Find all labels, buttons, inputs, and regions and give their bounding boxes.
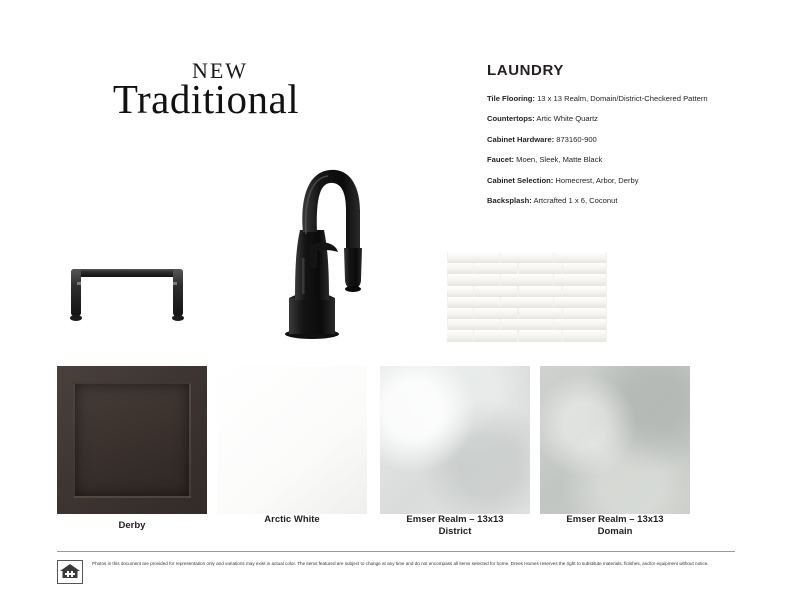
faucet-icon [262,148,380,344]
emser-realm-district-swatch [380,366,530,514]
logo-line-new: NEW [191,58,249,83]
arctic-white-quartz-swatch [217,366,367,514]
derby-cabinet-panel-detail [73,382,191,498]
spec-value-backsplash: Artcrafted 1 x 6, Coconut [533,195,618,205]
logo-line-traditional: Traditional [112,76,300,122]
spec-label-backsplash: Backsplash: [487,195,532,205]
footer-divider [57,551,735,552]
footer-disclaimer: Photos in this document are provided for representation only and variations may exist in actual color. The items featured are subject to change at any time and do not encompass all items selected for home. Drees Homes reserves the right to substitute materials, finishes, and/or equipment without notice. [92,561,709,566]
spec-value-cabinet-hardware: 873160-900 [556,134,597,144]
caption-derby: Derby [118,520,146,531]
faucet-image [262,148,380,344]
spec-value-cabinet-selection: Homecrest, Arbor, Derby [555,175,639,185]
backsplash-tile-image [447,252,607,342]
footer [57,560,747,584]
caption-district-line2: District [438,525,472,537]
page-title: LAUNDRY [487,62,564,79]
equal-housing-opportunity-icon [57,560,83,584]
specification-panel [487,62,757,215]
caption-domain-line2: Domain [597,525,633,537]
spec-label-tile-flooring: Tile Flooring: [487,94,535,103]
spec-row-cabinet-selection [487,175,757,186]
spec-row-cabinet-hardware [487,134,757,145]
spec-value-countertops: Artic White Quartz [536,114,598,124]
caption-domain [535,514,695,538]
spec-label-cabinet-selection: Cabinet Selection: [487,175,554,185]
spec-label-countertops: Countertops: [487,114,535,124]
spec-value-faucet: Moen, Sleek, Matte Black [516,155,603,165]
caption-district-line1: Emser Realm – 13x13 [406,514,504,525]
spec-row-tile-flooring [487,93,757,104]
spec-label-faucet: Faucet: [487,155,515,165]
caption-arctic-white: Arctic White [264,514,320,525]
caption-domain-line1: Emser Realm – 13x13 [566,514,664,525]
brand-logo [96,60,316,121]
spec-row-backsplash [487,195,757,206]
spec-label-cabinet-hardware: Cabinet Hardware: [487,134,555,144]
spec-row-countertops [487,113,757,124]
spec-row-faucet [487,154,757,165]
cabinet-pull-icon [57,252,192,342]
caption-district [375,514,535,538]
emser-realm-domain-swatch [540,366,690,514]
derby-cabinet-swatch [57,366,207,514]
cabinet-pull-image [57,252,192,342]
spec-value-tile-flooring: 13 x 13 Realm, Domain/District-Checkered Pattern [537,94,708,103]
